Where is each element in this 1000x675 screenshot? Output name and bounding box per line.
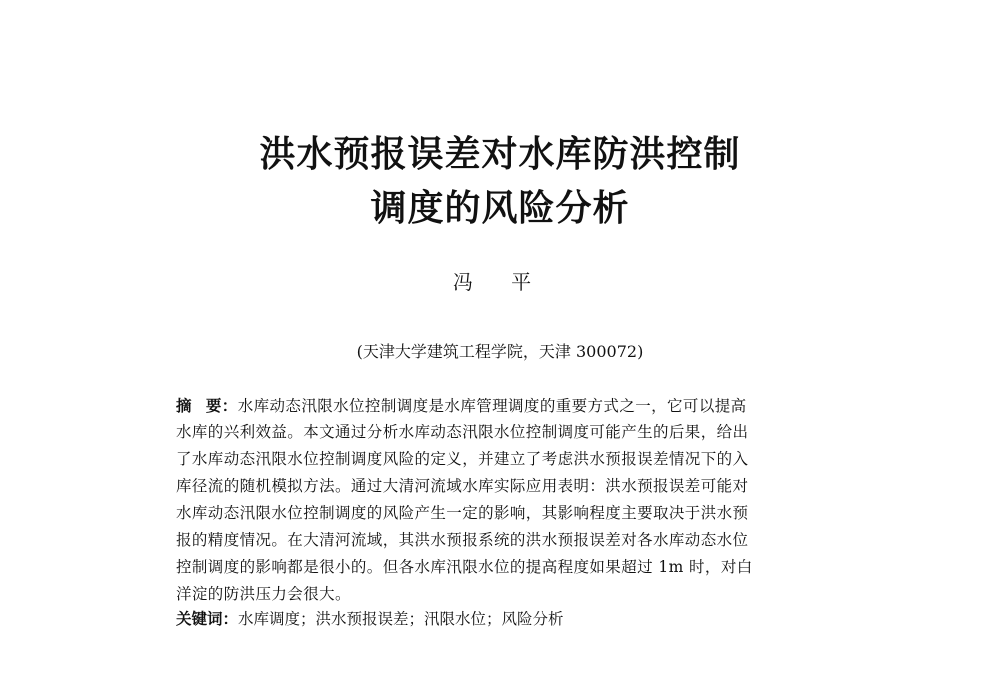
abstract-label xyxy=(176,396,238,415)
abstract-label-char-1: 摘 xyxy=(176,396,192,415)
author-name: 冯 平 xyxy=(452,270,548,294)
abstract-label-char-2: 要： xyxy=(205,396,238,415)
abstract-line: 洋淀的防洪压力会很大。 xyxy=(176,585,351,603)
abstract-line: 水库的兴利效益。本文通过分析水库动态汛限水位控制调度可能产生的后果，给出 xyxy=(176,423,749,441)
paper-title-line-1: 洪水预报误差对水库防洪控制 xyxy=(259,133,741,175)
keywords-text: 水库调度；洪水预报误差；汛限水位；风险分析 xyxy=(238,610,564,628)
abstract-line: 控制调度的影响都是很小的。但各水库汛限水位的提高程度如果超过 1m 时，对白 xyxy=(176,558,753,576)
keywords-label: 关键词： xyxy=(176,609,239,628)
abstract-line xyxy=(176,392,824,419)
author-affiliation: (天津大学建筑工程学院，天津 300072) xyxy=(356,342,644,361)
abstract-line: 了水库动态汛限水位控制调度风险的定义，并建立了考虑洪水预报误差情况下的入 xyxy=(176,450,749,468)
abstract-text: 水库动态汛限水位控制调度是水库管理调度的重要方式之一，它可以提高 xyxy=(237,397,747,415)
keywords-line xyxy=(176,605,824,633)
paper-title-line-2: 调度的风险分析 xyxy=(370,187,630,229)
abstract-block xyxy=(176,392,824,608)
abstract-line: 水库动态汛限水位控制调度的风险产生一定的影响，其影响程度主要取决于洪水预 xyxy=(176,504,749,522)
abstract-line: 库径流的随机模拟方法。通过大清河流域水库实际应用表明：洪水预报误差可能对 xyxy=(176,477,749,495)
abstract-line: 报的精度情况。在大清河流域，其洪水预报系统的洪水预报误差对各水库动态水位 xyxy=(176,531,749,549)
